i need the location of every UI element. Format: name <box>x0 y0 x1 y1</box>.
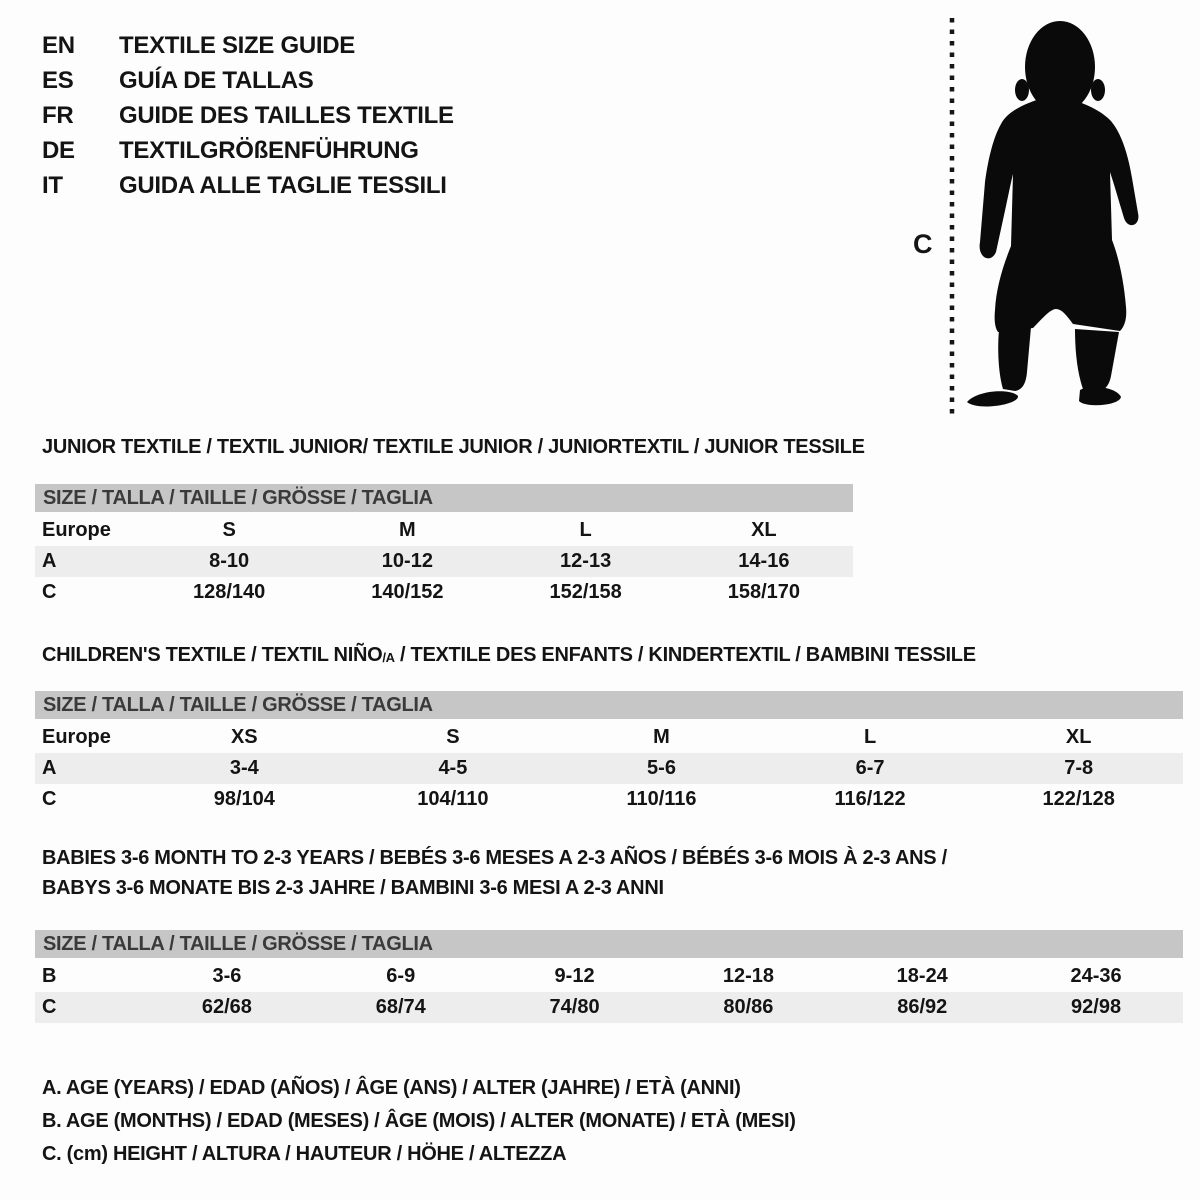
months-cell: 18-24 <box>896 965 948 987</box>
size-cell: XL <box>1065 726 1092 748</box>
guide-title-de: TEXTILGRÖßENFÜHRUNG <box>119 136 419 164</box>
height-cell: 80/86 <box>723 996 774 1018</box>
babies-table-header-bar <box>35 930 1183 958</box>
language-row-de <box>42 133 454 168</box>
children-title-part: / TEXTILE DES ENFANTS / KINDERTEXTIL / BAMBINI TESSILE <box>394 644 976 666</box>
language-row-es <box>42 63 454 98</box>
guide-title-fr: GUIDE DES TAILLES TEXTILE <box>119 101 454 129</box>
size-cell: L <box>579 519 592 541</box>
table-row-age <box>35 546 853 577</box>
row-label: Europe <box>42 726 111 748</box>
children-table-header-bar <box>35 691 1183 719</box>
size-cell: L <box>863 726 877 748</box>
language-code: IT <box>42 171 63 199</box>
table-row-height <box>35 784 1183 815</box>
months-cell: 3-6 <box>212 965 242 987</box>
language-row-en <box>42 28 454 63</box>
age-cell: 3-4 <box>229 757 259 779</box>
toddler-silhouette-icon <box>967 21 1138 406</box>
size-cell: M <box>653 726 670 748</box>
language-code: DE <box>42 136 75 164</box>
language-title-list <box>42 28 454 203</box>
height-cell: 68/74 <box>375 996 426 1018</box>
row-label: C <box>42 788 57 810</box>
height-cell: 74/80 <box>549 996 600 1018</box>
height-cell: 122/128 <box>1042 788 1115 810</box>
dimension-label-c: C <box>913 229 933 259</box>
row-label: C <box>42 996 57 1018</box>
children-title-part: CHILDREN'S TEXTILE / TEXTIL NIÑO <box>42 644 383 666</box>
height-figure <box>905 10 1165 422</box>
babies-size-table <box>35 930 1183 1023</box>
row-label: C <box>42 581 57 603</box>
size-cell: S <box>446 726 460 748</box>
age-cell: 4-5 <box>438 757 468 779</box>
months-cell: 24-36 <box>1070 965 1122 987</box>
table-row-age <box>35 753 1183 784</box>
size-cell: XS <box>230 726 258 748</box>
row-label: B <box>42 965 57 987</box>
age-cell: 8-10 <box>209 550 250 572</box>
legend-line-c: C. (cm) HEIGHT / ALTURA / HAUTEUR / HÖHE / ALTEZZA <box>42 1143 567 1165</box>
table-row-months <box>35 961 1183 992</box>
age-cell: 5-6 <box>647 757 676 779</box>
babies-title-line2: BABYS 3-6 MONATE BIS 2-3 JAHRE / BAMBINI 3-6 MESI A 2-3 ANNI <box>42 877 664 899</box>
row-label: Europe <box>42 519 111 541</box>
height-cell: 128/140 <box>192 581 266 603</box>
age-cell: 6-7 <box>855 757 885 779</box>
table-row-europe <box>35 722 1183 753</box>
table-row-height <box>35 992 1183 1023</box>
children-table-header-label: SIZE / TALLA / TAILLE / GRÖSSE / TAGLIA <box>43 693 433 716</box>
babies-section-title <box>42 843 947 903</box>
height-cell: 86/92 <box>897 996 948 1018</box>
guide-title-en: TEXTILE SIZE GUIDE <box>119 31 355 59</box>
size-cell: S <box>222 519 236 541</box>
height-cell: 104/110 <box>417 788 489 810</box>
junior-section-title: JUNIOR TEXTILE / TEXTIL JUNIOR/ TEXTILE JUNIOR / JUNIORTEXTIL / JUNIOR TESSILE <box>42 436 865 458</box>
legend-line-b: B. AGE (MONTHS) / EDAD (MESES) / ÂGE (MOIS) / ALTER (MONATE) / ETÀ (MESI) <box>42 1110 796 1132</box>
row-label: A <box>42 550 57 572</box>
table-row-europe <box>35 515 853 546</box>
junior-table-header-bar <box>35 484 853 512</box>
language-code: FR <box>42 101 74 129</box>
height-cell: 152/158 <box>549 581 622 603</box>
language-row-it <box>42 168 454 203</box>
babies-title-line1: BABIES 3-6 MONTH TO 2-3 YEARS / BEBÉS 3-6 MESES A 2-3 AÑOS / BÉBÉS 3-6 MOIS À 2-3 ANS / <box>42 847 947 869</box>
age-cell: 14-16 <box>738 550 790 572</box>
age-cell: 12-13 <box>560 550 612 572</box>
table-row-height <box>35 577 853 608</box>
guide-title-it: GUIDA ALLE TAGLIE TESSILI <box>119 171 447 199</box>
months-cell: 12-18 <box>722 965 774 987</box>
months-cell: 9-12 <box>554 965 595 987</box>
junior-size-table <box>35 484 853 608</box>
height-cell: 98/104 <box>213 788 275 810</box>
size-cell: XL <box>751 519 777 541</box>
legend <box>42 1072 796 1171</box>
junior-table-header-label: SIZE / TALLA / TAILLE / GRÖSSE / TAGLIA <box>43 486 433 509</box>
height-cell: 92/98 <box>1071 996 1122 1018</box>
guide-title-es: GUÍA DE TALLAS <box>119 66 314 94</box>
language-code: EN <box>42 31 75 59</box>
row-label: A <box>42 757 57 779</box>
babies-table-header-label: SIZE / TALLA / TAILLE / GRÖSSE / TAGLIA <box>43 932 433 955</box>
height-cell: 140/152 <box>371 581 444 603</box>
children-size-table <box>35 691 1183 815</box>
age-cell: 10-12 <box>381 550 433 572</box>
height-cell: 116/122 <box>834 788 906 810</box>
height-cell: 158/170 <box>727 581 801 603</box>
height-cell: 62/68 <box>201 996 252 1018</box>
legend-line-a: A. AGE (YEARS) / EDAD (AÑOS) / ÂGE (ANS) / ALTER (JAHRE) / ETÀ (ANNI) <box>42 1077 741 1099</box>
age-cell: 7-8 <box>1064 757 1094 779</box>
months-cell: 6-9 <box>386 965 416 987</box>
height-cell: 110/116 <box>626 788 697 810</box>
size-cell: M <box>399 519 416 541</box>
language-row-fr <box>42 98 454 133</box>
children-title-subscript: /A <box>382 650 395 665</box>
children-section-title <box>42 644 976 667</box>
language-code: ES <box>42 66 74 94</box>
